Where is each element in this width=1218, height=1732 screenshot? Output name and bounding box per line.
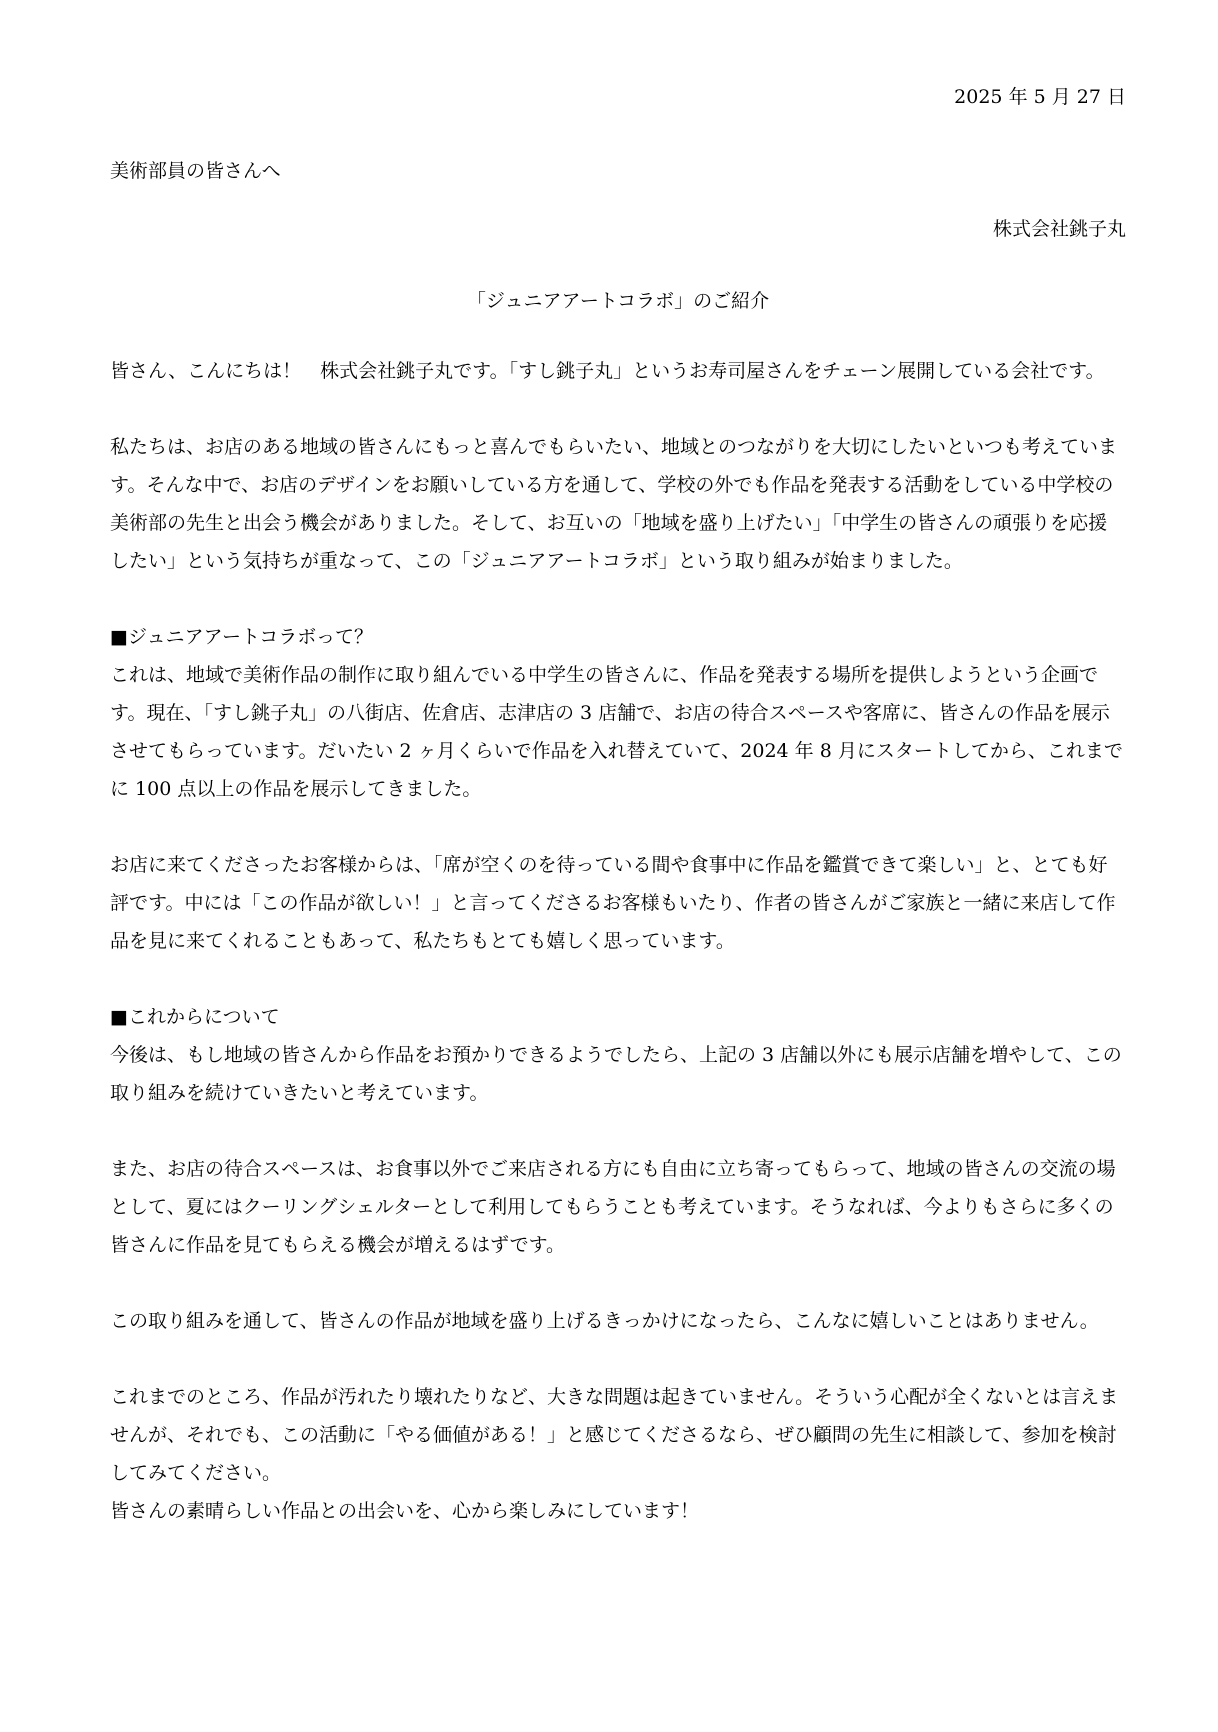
final-line: 皆さんの素晴らしい作品との出会いを、心から楽しみにしています！ — [110, 1500, 700, 1522]
section-heading-about: ■ジュニアアートコラボって？ — [110, 626, 374, 648]
feedback-paragraph: お店に来てくださったお客様からは、「席が空くのを待っている間や食事中に作品を鑑賞できて楽しい」と、とても好評です。中には「この作品が欲しい！」と言ってくださるお客様もいたり、作者の皆さんがご家族と一緒に来店して作品を見に来てくれることもあって、私たちもとても嬉しく思っています。 — [110, 854, 1116, 952]
letter-sender: 株式会社銚子丸 — [992, 218, 1126, 240]
letter-date: 2025 年 5 月 27 日 — [954, 86, 1126, 108]
letter-recipient: 美術部員の皆さんへ — [110, 160, 281, 182]
letter-title: 「ジュニアアートコラボ」のご紹介 — [466, 290, 770, 312]
future-paragraph: 今後は、もし地域の皆さんから作品をお預かりできるようでしたら、上記の 3 店舗以外にも展示店舗を増やして、この取り組みを続けていきたいと考えています。 — [110, 1044, 1122, 1104]
hope-paragraph: この取り組みを通して、皆さんの作品が地域を盛り上げるきっかけになったら、こんなに嬉しいことはありません。 — [110, 1310, 1099, 1332]
background-paragraph: 私たちは、お店のある地域の皆さんにもっと喜んでもらいたい、地域とのつながりを大切にしたいといつも考えています。そんな中で、お店のデザインをお願いしている方を通して、学校の外でも作品を発表する活動をしている中学校の美術部の先生と出会う機会がありました。そして、お互いの「地域を盛り上げたい」「中学生の皆さんの頑張りを応援したい」という気持ちが重なって、この「ジュニアアートコラボ」という取り組みが始まりました。 — [110, 436, 1118, 572]
letter-page — [110, 78, 1126, 1530]
about-paragraph: これは、地域で美術作品の制作に取り組んでいる中学生の皆さんに、作品を発表する場所を提供しようという企画です。現在、「すし銚子丸」の八街店、佐倉店、志津店の 3 店舗で、お店の待合スペースや客席に、皆さんの作品を展示させてもらっています。だいたい 2 ヶ月くらいで作品を入れ替えていて、2024 年 8 月にスタートしてから、これまでに 100 点以上の作品を展示してきました。 — [110, 664, 1123, 800]
section-heading-future: ■これからについて — [110, 1006, 280, 1028]
waiting-space-paragraph: また、お店の待合スペースは、お食事以外でご来店される方にも自由に立ち寄ってもらって、地域の皆さんの交流の場として、夏にはクーリングシェルターとして利用してもらうことも考えています。そうなれば、今よりもさらに多くの皆さんに作品を見てもらえる機会が増えるはずです。 — [110, 1158, 1116, 1256]
intro-paragraph: 皆さん、こんにちは！ 株式会社銚子丸です。「すし銚子丸」というお寿司屋さんをチェーン展開している会社です。 — [110, 360, 1105, 382]
closing-paragraph: これまでのところ、作品が汚れたり壊れたりなど、大きな問題は起きていません。そういう心配が全くないとは言えませんが、それでも、この活動に「やる価値がある！」と感じてくださるなら、ぜひ顧問の先生に相談して、参加を検討してみてください。 — [110, 1386, 1119, 1484]
closing-block — [110, 1378, 1126, 1530]
